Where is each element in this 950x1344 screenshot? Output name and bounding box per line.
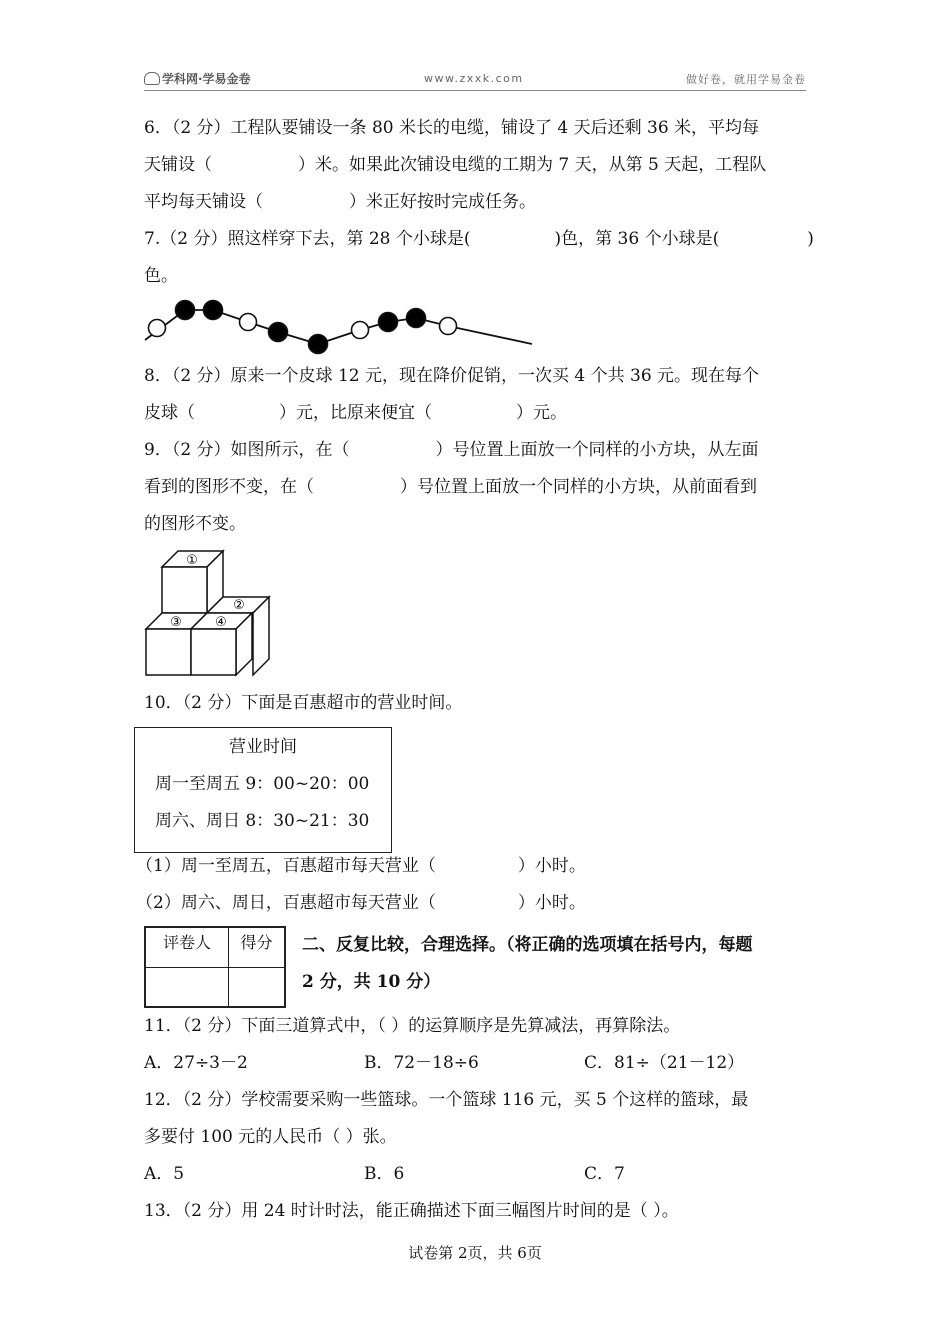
q7-text: )色，第 36 个小球是( [554,229,720,249]
q8-text: ）元，比原来便宜（ [279,403,432,423]
q6-text: 平均每天铺设（ [144,192,263,212]
q11-opt-c: C．81÷（21－12） [584,1053,745,1073]
q6-line2 [144,154,766,176]
bead-white [352,322,369,339]
section2-title-line2: 2 分，共 10 分） [302,972,441,992]
q9-text: ）号位置上面放一个同样的小方块，从左面 [435,440,759,460]
header-slogan: 做好卷，就用学易金卷 [686,73,806,86]
q10-text: ）小时。 [517,856,586,876]
bead-black [407,309,426,328]
q12-opt-c: C．7 [584,1164,625,1184]
hours-weekend: 周六、周日 8：30~21：30 [155,811,370,831]
q8-line1: 8．（2 分）原来一个皮球 12 元，现在降价促销，一次买 4 个共 36 元。现在每个 [144,366,760,386]
q9-line1 [144,439,759,461]
label-2: ② [233,598,245,613]
q12-opt-a: A．5 [144,1164,185,1184]
q8-text: ）元。 [516,403,567,423]
q12-opt-b: B．6 [364,1164,405,1184]
cube-figure [140,545,280,680]
q6-line1: 6．（2 分）工程队要铺设一条 80 米长的电缆，铺设了 4 天后还剩 36 米，平均每 [144,118,760,138]
cube4-front [191,629,236,675]
page-footer: 试卷第 2页，共 6页 [408,1244,542,1262]
label-1: ① [186,553,198,568]
logo-icon [144,72,160,85]
q10-line1: 10．（2 分）下面是百惠超市的营业时间。 [144,693,463,713]
bead-black [269,323,288,342]
logo [144,70,251,87]
q11-opt-b: B．72－18÷6 [364,1053,479,1073]
label-4: ④ [215,615,227,630]
bead-white [240,314,257,331]
logo-text: 学科网·学易金卷 [162,72,251,86]
q9-text: 看到的图形不变，在（ [144,477,314,497]
score-label: 得分 [228,927,285,967]
q8-line2 [144,402,567,424]
q6-text: ）米。如果此次铺设电缆的工期为 7 天，从第 5 天起，工程队 [298,155,767,175]
q7-line1 [144,228,814,250]
page-header [144,68,806,91]
hours-title: 营业时间 [229,737,297,757]
q10-text: ）小时。 [517,893,586,913]
q9-text: ）号位置上面放一个同样的小方块，从前面看到 [400,477,757,497]
grading-table [144,926,286,1008]
grader-label: 评卷人 [145,927,228,967]
q7-text: 7.（2 分）照这样穿下去，第 28 个小球是( [144,229,471,249]
cube3-front [146,629,191,675]
label-3: ③ [170,615,182,630]
bead-black [379,313,398,332]
q9-line3: 的图形不变。 [144,514,246,534]
bead-black [309,335,328,354]
site-url: www.zxxk.com [424,72,524,85]
q10-text: （2）周六、周日，百惠超市每天营业（ [136,893,436,913]
q8-text: 皮球（ [144,403,195,423]
bead-white [149,320,166,337]
q10-sub2 [136,892,586,914]
score-cell [228,967,285,1007]
grader-cell [145,967,228,1007]
hours-weekday: 周一至周五 9：00~20：00 [155,774,370,794]
q7-line2: 色。 [144,266,178,286]
section2-title-line1: 二、反复比较，合理选择。（将正确的选项填在括号内，每题 [302,935,753,955]
cube1-front [162,567,207,613]
q10-sub1 [136,855,586,877]
q9-line2 [144,476,757,498]
q6-text: ）米正好按时完成任务。 [349,192,536,212]
q6-text: 天铺设（ [144,155,212,175]
q12-line1: 12．（2 分）学校需要采购一些篮球。一个篮球 116 元，买 5 个这样的篮球，最 [144,1090,749,1110]
q11-line1: 11．（2 分）下面三道算式中，（ ）的运算顺序是先算减法，再算除法。 [144,1016,681,1036]
q6-line3 [144,191,536,213]
bead-white [440,318,457,335]
q7-text: ) [807,229,814,249]
q13-line1: 13．（2 分）用 24 时计时法，能正确描述下面三幅图片时间的是（ ）。 [144,1201,679,1221]
q9-text: 9．（2 分）如图所示，在（ [144,440,350,460]
bead-black [204,301,223,320]
q11-opt-a: A．27÷3－2 [144,1053,248,1073]
business-hours-box [134,727,392,853]
q10-text: （1）周一至周五，百惠超市每天营业（ [136,856,436,876]
bead-black [176,301,195,320]
bead-string-figure [140,292,540,358]
string-line [145,310,532,344]
q12-line2: 多要付 100 元的人民币（ ）张。 [144,1127,397,1147]
